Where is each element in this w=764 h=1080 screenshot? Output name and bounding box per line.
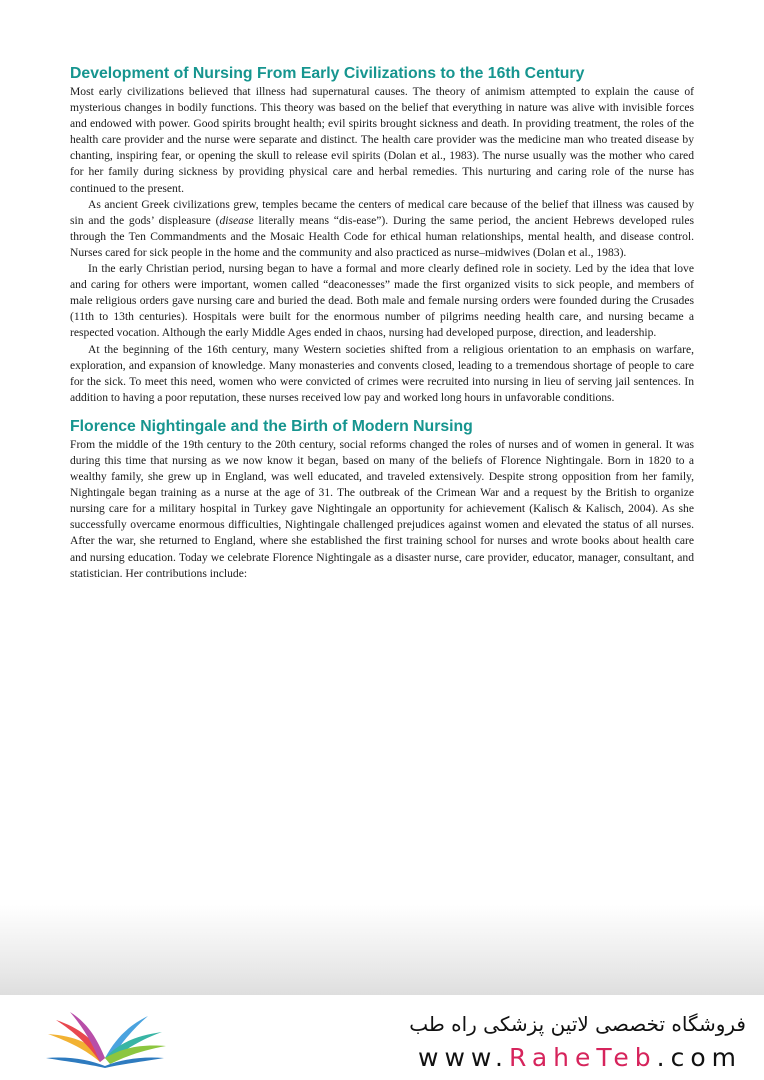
paragraph: In the early Christian period, nursing began to have a formal and more clearly defined role in society. Led by the idea that love and caring for others were important, women called “deaconesses” made the first organized visits to sick people, and members of male religious orders gave nursing care and buried the dead. Both male and female nursing orders were founded during the Crusades (11th to 13th centuries). Hospitals were built for the enormous number of pilgrims needing health care, and nursing became a respected vocation. Although the early Middle Ages ended in chaos, nursing had developed purpose, direction, and leadership.	[70, 262, 694, 340]
paragraph: As ancient Greek civilizations grew, temples became the centers of medical care because of the belief that illness was caused by sin and the gods’ displeasure (disease literally means “dis-ease”). During the same period, the ancient Hebrews developed rules through the Ten Commandments and the Mosaic Health Code for ethical human relationships, mental health, and disease control. Nurses cared for sick people in the home and the community and also practiced as nurse–midwives (Dolan et al., 1983).	[70, 197, 695, 259]
url-brand: RaheTeb	[509, 1043, 657, 1072]
shop-name: فروشگاه تخصصی لاتین پزشکی راه طب	[409, 1012, 746, 1036]
shop-url[interactable]	[418, 1043, 742, 1072]
page-content	[70, 64, 694, 582]
open-book-rainbow-icon	[40, 1008, 170, 1068]
url-prefix: www.	[418, 1043, 510, 1072]
paragraph: Most early civilizations believed that illness had supernatural causes. The theory of animism attempted to explain the cause of mysterious changes in bodily functions. This theory was based on the belief that everything in nature was alive with invisible forces and endowed with power. Good spirits brought health; evil spirits brought sickness and death. In providing treatment, the roles of the health care provider and the nurse were separate and distinct. The health care provider was the medicine man who treated disease by chanting, inspiring fear, or opening the skull to release evil spirits (Dolan et al., 1983). The nurse usually was the mother who cared for her family during sickness by providing physical care and herbal remedies. This nurturing and caring role of the nurse has continued to the present.	[70, 85, 694, 195]
url-suffix: .com	[656, 1043, 742, 1072]
section-title-early-civilizations: Development of Nursing From Early Civilizations to the 16th Century	[70, 65, 585, 82]
paragraph: At the beginning of the 16th century, many Western societies shifted from a religious orientation to an emphasis on warfare, exploration, and expansion of knowledge. Many monasteries and convents closed, leading to a tremendous shortage of people to care for the sick. To meet this need, women who were convicted of crimes were recruited into nursing in lieu of serving jail sentences. In addition to having a poor reputation, these nurses received low pay and worked long hours in unfavorable conditions.	[70, 342, 694, 404]
section-title-florence-nightingale: Florence Nightingale and the Birth of Modern Nursing	[70, 417, 473, 435]
footer-shadow	[0, 905, 764, 1000]
section-spacer	[70, 406, 694, 417]
italic-term: disease	[219, 213, 254, 227]
paragraph: From the middle of the 19th century to the 20th century, social reforms changed the roles of nurses and of women in general. It was during this time that nursing as we now know it began, based on many of the beliefs of Florence Nightingale. Born in 1820 to a wealthy family, she grew up in England, was well educated, and traveled extensively. Despite strong opposition from her family, Nightingale began training as a nurse at the age of 31. The outbreak of the Crimean War and a request by the British to organize nursing care for a military hospital in Turkey gave Nightingale an opportunity for achievement (Kalisch & Kalisch, 2004). As she successfully overcame enormous difficulties, Nightingale challenged prejudices against women and elevated the status of all nurses. After the war, she returned to England, where she established the first training school for nurses and wrote books about health care and nursing education. Today we celebrate Florence Nightingale as a disaster nurse, care provider, educator, manager, consultant, and statistician. Her contributions include:	[70, 437, 694, 580]
